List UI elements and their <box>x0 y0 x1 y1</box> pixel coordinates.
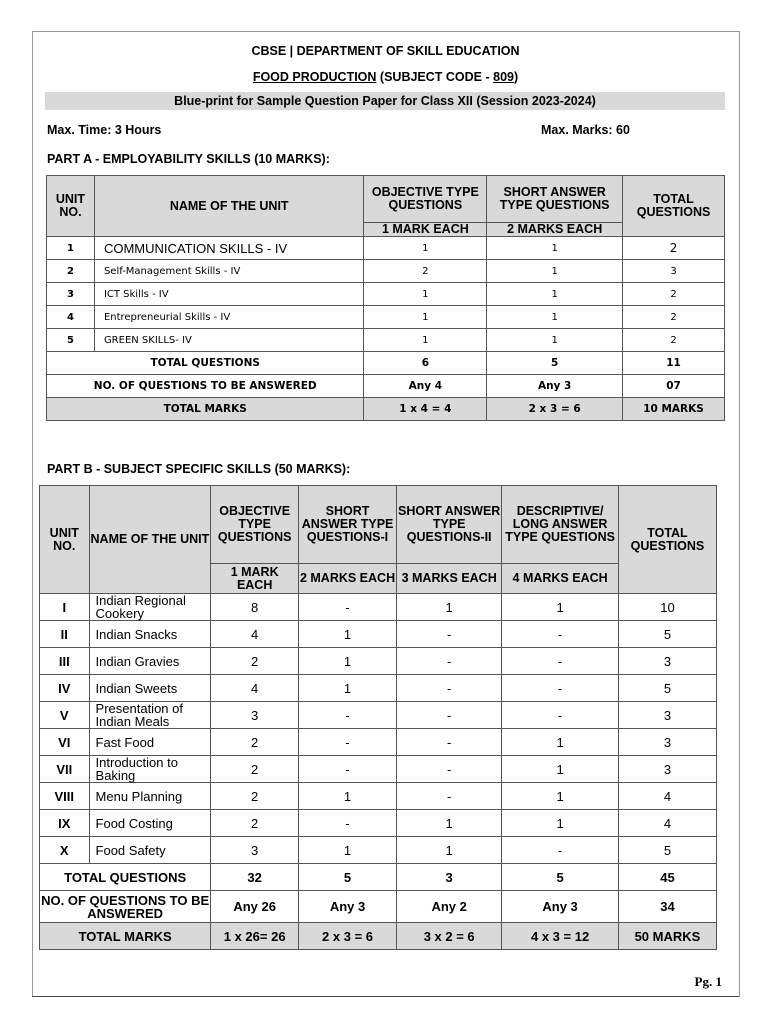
subject-code: 809 <box>493 70 514 84</box>
objective-cell: 4 <box>211 621 299 648</box>
total-questions-row <box>40 864 717 891</box>
unit-name-cell: Menu Planning <box>89 783 211 810</box>
descriptive-cell: 4 x 3 = 12 <box>502 923 619 950</box>
unit-no-cell: 4 <box>47 306 95 329</box>
descriptive-cell: 5 <box>502 864 619 891</box>
objective-cell: 32 <box>211 864 299 891</box>
part-a-table <box>46 175 725 421</box>
short2-cell: 3 <box>397 864 502 891</box>
total-marks-row <box>40 923 717 950</box>
short2-cell: - <box>397 648 502 675</box>
unit-name-cell: Food Safety <box>89 837 211 864</box>
short1-cell: - <box>299 810 397 837</box>
part-a-header-name: NAME OF THE UNIT <box>94 176 364 237</box>
total-cell: 5 <box>618 837 716 864</box>
part-b-header-short2: SHORT ANSWER TYPE QUESTIONS-II <box>397 486 502 564</box>
descriptive-cell: - <box>502 837 619 864</box>
unit-no-cell: VIII <box>40 783 90 810</box>
total-cell: 2 <box>623 329 725 352</box>
short1-cell: 5 <box>299 864 397 891</box>
table-row <box>40 756 717 783</box>
part-a-header-unit-no: UNIT NO. <box>47 176 95 237</box>
objective-cell: 2 <box>211 756 299 783</box>
part-a-header-total: TOTAL QUESTIONS <box>623 176 725 237</box>
short2-cell: 3 x 2 = 6 <box>397 923 502 950</box>
table-row <box>47 283 725 306</box>
unit-no-cell: 3 <box>47 283 95 306</box>
descriptive-cell: - <box>502 621 619 648</box>
department-heading: CBSE | DEPARTMENT OF SKILL EDUCATION <box>251 44 520 58</box>
unit-no-cell: I <box>40 594 90 621</box>
objective-cell: 6 <box>364 352 487 375</box>
short1-cell: Any 3 <box>299 891 397 923</box>
total-cell: 4 <box>618 783 716 810</box>
descriptive-cell: 1 <box>502 810 619 837</box>
table-row <box>40 648 717 675</box>
unit-name-cell: Self-Management Skills - IV <box>94 260 364 283</box>
part-a-title: PART A - EMPLOYABILITY SKILLS (10 MARKS): <box>47 152 330 166</box>
short-cell: Any 3 <box>487 375 623 398</box>
objective-cell: 4 <box>211 675 299 702</box>
descriptive-cell: 1 <box>502 756 619 783</box>
short2-cell: 1 <box>397 810 502 837</box>
part-b-header-objective: OBJECTIVE TYPE QUESTIONS <box>211 486 299 564</box>
total-questions-label: TOTAL QUESTIONS <box>47 352 364 375</box>
part-b-header-short1-marks: 2 MARKS EACH <box>299 564 397 594</box>
objective-cell: 1 x 26= 26 <box>211 923 299 950</box>
total-cell: 3 <box>618 756 716 783</box>
short1-cell: 1 <box>299 621 397 648</box>
total-questions-row <box>47 352 725 375</box>
total-cell: 3 <box>618 729 716 756</box>
objective-cell: 2 <box>211 783 299 810</box>
max-time: Max. Time: 3 Hours <box>47 123 162 137</box>
part-a-header-objective: OBJECTIVE TYPE QUESTIONS <box>364 176 487 223</box>
part-a-header-short: SHORT ANSWER TYPE QUESTIONS <box>487 176 623 223</box>
total-marks-label: TOTAL MARKS <box>47 398 364 421</box>
subject-name: FOOD PRODUCTION <box>252 70 377 84</box>
unit-no-cell: IV <box>40 675 90 702</box>
table-row <box>40 621 717 648</box>
total-cell: 10 <box>618 594 716 621</box>
total-marks-label: TOTAL MARKS <box>40 923 211 950</box>
objective-cell: 2 <box>211 648 299 675</box>
descriptive-cell: Any 3 <box>502 891 619 923</box>
total-cell: 34 <box>618 891 716 923</box>
short-cell: 1 <box>487 329 623 352</box>
table-row <box>47 237 725 260</box>
short-cell: 1 <box>487 260 623 283</box>
short1-cell: - <box>299 756 397 783</box>
unit-no-cell: V <box>40 702 90 729</box>
short2-cell: - <box>397 702 502 729</box>
total-questions-label: TOTAL QUESTIONS <box>40 864 211 891</box>
unit-no-cell: III <box>40 648 90 675</box>
short1-cell: 1 <box>299 783 397 810</box>
objective-cell: 2 <box>211 810 299 837</box>
page-number: Pg. 1 <box>694 974 722 989</box>
part-b-header-unit-no: UNIT NO. <box>40 486 90 594</box>
table-row <box>40 783 717 810</box>
to-be-answered-row <box>40 891 717 923</box>
table-row <box>47 329 725 352</box>
unit-no-cell: II <box>40 621 90 648</box>
objective-cell: 1 <box>364 306 487 329</box>
to-be-answered-row <box>47 375 725 398</box>
descriptive-cell: 1 <box>502 783 619 810</box>
total-cell: 45 <box>618 864 716 891</box>
unit-name-cell: Indian Regional Cookery <box>89 594 211 621</box>
unit-name-cell: Presentation of Indian Meals <box>89 702 211 729</box>
blueprint-title: Blue-print for Sample Question Paper for Class XII (Session 2023-2024) <box>45 92 725 110</box>
page-frame-bottom <box>32 996 739 997</box>
unit-no-cell: VII <box>40 756 90 783</box>
unit-name-cell: GREEN SKILLS- IV <box>94 329 364 352</box>
table-row <box>40 594 717 621</box>
objective-cell: Any 26 <box>211 891 299 923</box>
table-row <box>40 675 717 702</box>
part-b-header-name: NAME OF THE UNIT <box>89 486 211 594</box>
short2-cell: Any 2 <box>397 891 502 923</box>
descriptive-cell: - <box>502 702 619 729</box>
subject-heading <box>32 70 739 84</box>
short1-cell: 1 <box>299 648 397 675</box>
part-b-header-descriptive: DESCRIPTIVE/ LONG ANSWER TYPE QUESTIONS <box>502 486 619 564</box>
unit-name-cell: Introduction to Baking <box>89 756 211 783</box>
total-cell: 3 <box>623 260 725 283</box>
total-marks-row <box>47 398 725 421</box>
short1-cell: 1 <box>299 837 397 864</box>
unit-name-cell: Indian Sweets <box>89 675 211 702</box>
part-b-table <box>39 485 717 950</box>
short-cell: 1 <box>487 283 623 306</box>
table-row <box>47 306 725 329</box>
short2-cell: - <box>397 756 502 783</box>
total-cell: 5 <box>618 621 716 648</box>
unit-name-cell: Fast Food <box>89 729 211 756</box>
short2-cell: 1 <box>397 594 502 621</box>
unit-name-cell: Indian Snacks <box>89 621 211 648</box>
short1-cell: - <box>299 729 397 756</box>
part-b-header-descriptive-marks: 4 MARKS EACH <box>502 564 619 594</box>
short2-cell: - <box>397 729 502 756</box>
objective-cell: Any 4 <box>364 375 487 398</box>
total-cell: 2 <box>623 306 725 329</box>
total-cell: 2 <box>623 283 725 306</box>
objective-cell: 1 <box>364 283 487 306</box>
unit-name-cell: ICT Skills - IV <box>94 283 364 306</box>
objective-cell: 3 <box>211 702 299 729</box>
to-be-answered-label: NO. OF QUESTIONS TO BE ANSWERED <box>47 375 364 398</box>
unit-no-cell: VI <box>40 729 90 756</box>
total-cell: 50 MARKS <box>618 923 716 950</box>
short2-cell: - <box>397 675 502 702</box>
table-row <box>40 837 717 864</box>
total-cell: 07 <box>623 375 725 398</box>
objective-cell: 3 <box>211 837 299 864</box>
objective-cell: 2 <box>211 729 299 756</box>
descriptive-cell: 1 <box>502 594 619 621</box>
short2-cell: 1 <box>397 837 502 864</box>
part-b-header-short1: SHORT ANSWER TYPE QUESTIONS-I <box>299 486 397 564</box>
short-cell: 1 <box>487 306 623 329</box>
total-cell: 4 <box>618 810 716 837</box>
unit-name-cell: Food Costing <box>89 810 211 837</box>
short1-cell: - <box>299 702 397 729</box>
short1-cell: - <box>299 594 397 621</box>
total-cell: 3 <box>618 702 716 729</box>
unit-no-cell: X <box>40 837 90 864</box>
short-cell: 1 <box>487 237 623 260</box>
part-b-header-objective-marks: 1 MARK EACH <box>211 564 299 594</box>
short2-cell: - <box>397 621 502 648</box>
short-cell: 2 x 3 = 6 <box>487 398 623 421</box>
objective-cell: 1 x 4 = 4 <box>364 398 487 421</box>
objective-cell: 1 <box>364 329 487 352</box>
short2-cell: - <box>397 783 502 810</box>
descriptive-cell: - <box>502 675 619 702</box>
unit-no-cell: 1 <box>47 237 95 260</box>
subject-code-prefix: (SUBJECT CODE - <box>376 70 494 84</box>
part-b-title: PART B - SUBJECT SPECIFIC SKILLS (50 MARKS): <box>47 462 351 476</box>
objective-cell: 2 <box>364 260 487 283</box>
table-row <box>40 702 717 729</box>
total-cell: 3 <box>618 648 716 675</box>
unit-no-cell: 5 <box>47 329 95 352</box>
unit-no-cell: 2 <box>47 260 95 283</box>
objective-cell: 8 <box>211 594 299 621</box>
short1-cell: 1 <box>299 675 397 702</box>
part-a-header-short-marks: 2 MARKS EACH <box>487 223 623 237</box>
unit-name-cell: COMMUNICATION SKILLS - IV <box>94 237 364 260</box>
descriptive-cell: 1 <box>502 729 619 756</box>
unit-name-cell: Entrepreneurial Skills - IV <box>94 306 364 329</box>
descriptive-cell: - <box>502 648 619 675</box>
table-row <box>40 810 717 837</box>
max-marks: Max. Marks: 60 <box>541 123 630 137</box>
total-cell: 10 MARKS <box>623 398 725 421</box>
short-cell: 5 <box>487 352 623 375</box>
objective-cell: 1 <box>364 237 487 260</box>
subject-code-suffix: ) <box>513 70 519 84</box>
total-cell: 2 <box>623 237 725 260</box>
to-be-answered-label: NO. OF QUESTIONS TO BE ANSWERED <box>41 892 210 921</box>
table-row <box>40 729 717 756</box>
total-cell: 5 <box>618 675 716 702</box>
unit-no-cell: IX <box>40 810 90 837</box>
short1-cell: 2 x 3 = 6 <box>299 923 397 950</box>
part-a-header-objective-marks: 1 MARK EACH <box>364 223 487 237</box>
unit-name-cell: Indian Gravies <box>89 648 211 675</box>
table-row <box>47 260 725 283</box>
part-b-header-total: TOTAL QUESTIONS <box>618 486 716 594</box>
total-cell: 11 <box>623 352 725 375</box>
part-b-header-short2-marks: 3 MARKS EACH <box>397 564 502 594</box>
